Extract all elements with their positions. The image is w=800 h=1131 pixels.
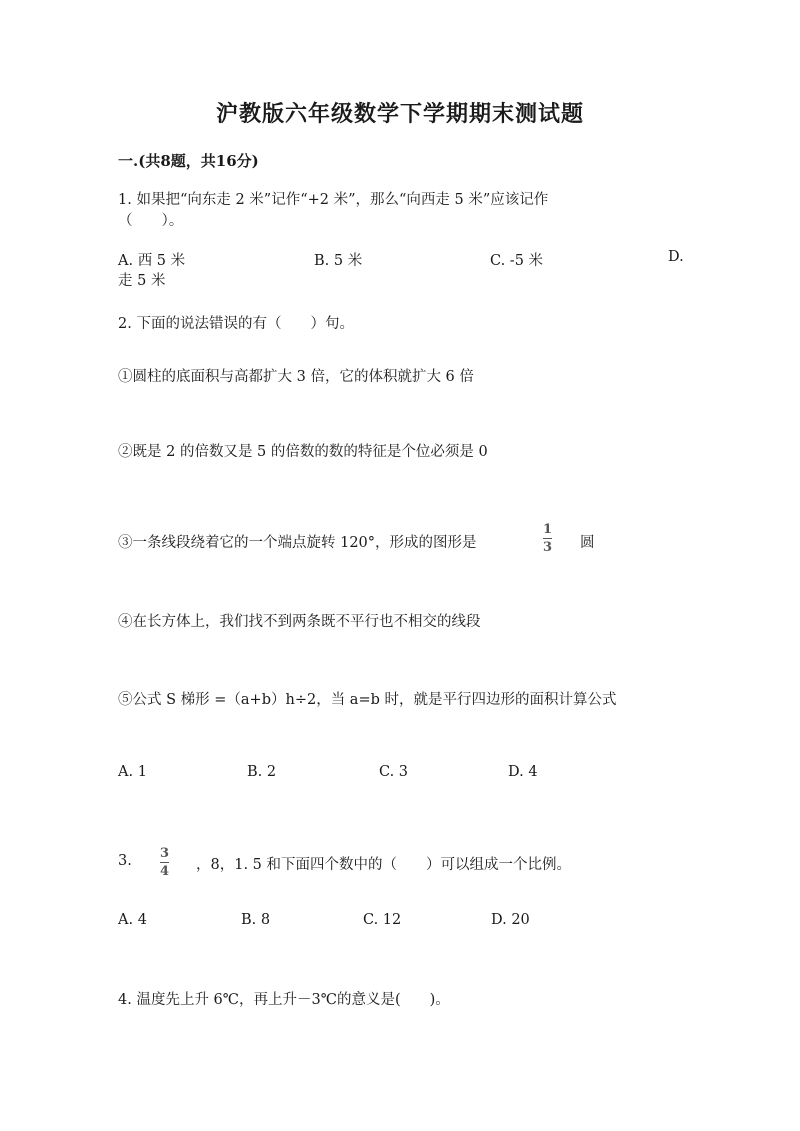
question-2-option-c: C. 3: [379, 764, 409, 780]
fraction-bar: [160, 862, 169, 863]
fraction-denominator: 4: [160, 864, 170, 879]
question-2-option-d: D. 4: [508, 764, 538, 780]
question-3-option-b: B. 8: [241, 912, 271, 928]
question-2-option-b: B. 2: [247, 764, 277, 780]
question-1-stem-line2: （ ）。: [118, 213, 184, 229]
fraction-numerator: 3: [160, 846, 170, 861]
question-2-statement-3-suffix: 圆: [580, 535, 595, 551]
fraction-bar: [543, 538, 552, 539]
question-3-number: 3.: [118, 853, 132, 869]
fraction-three-quarters: [160, 846, 169, 879]
fraction-one-third: [543, 522, 552, 555]
question-3-option-c: C. 12: [363, 912, 402, 928]
question-2-statement-5: ⑤公式 S 梯形 =（a+b）h÷2，当 a=b 时，就是平行四边形的面积计算公式: [118, 692, 617, 708]
question-3-stem: ，8，1. 5 和下面四个数中的（ ）可以组成一个比例。: [196, 857, 572, 873]
fraction-numerator: 1: [543, 522, 553, 537]
question-3-option-d: D. 20: [491, 912, 530, 928]
question-2-statement-2: ②既是 2 的倍数又是 5 的倍数的数的特征是个位必须是 0: [118, 444, 488, 460]
question-2-statement-1: ①圆柱的底面积与高都扩大 3 倍，它的体积就扩大 6 倍: [118, 369, 474, 385]
question-3-option-a: A. 4: [118, 912, 147, 928]
question-1-option-c: C. -5 米: [490, 253, 544, 269]
question-2-statement-4: ④在长方体上，我们找不到两条既不平行也不相交的线段: [118, 614, 481, 630]
question-1-option-d-label: D.: [668, 249, 684, 265]
question-1-stem-line1: 1. 如果把“向东走 2 米”记作“+2 米”，那么“向西走 5 米”应该记作: [118, 192, 549, 208]
question-1-option-b: B. 5 米: [314, 253, 363, 269]
question-1-option-d-text: 走 5 米: [118, 273, 166, 289]
question-2-option-a: A. 1: [118, 764, 147, 780]
question-1-option-a: A. 西 5 米: [118, 253, 186, 269]
fraction-denominator: 3: [543, 540, 553, 555]
question-2-stem: 2. 下面的说法错误的有（ ）句。: [118, 316, 354, 332]
question-2-statement-3: ③一条线段绕着它的一个端点旋转 120°，形成的图形是: [118, 535, 477, 551]
question-4-stem: 4. 温度先上升 6℃，再上升－3℃的意义是( )。: [118, 992, 450, 1008]
page-title: 沪教版六年级数学下学期期末测试题: [215, 101, 584, 127]
section-heading: 一.(共8题，共16分): [118, 152, 259, 170]
